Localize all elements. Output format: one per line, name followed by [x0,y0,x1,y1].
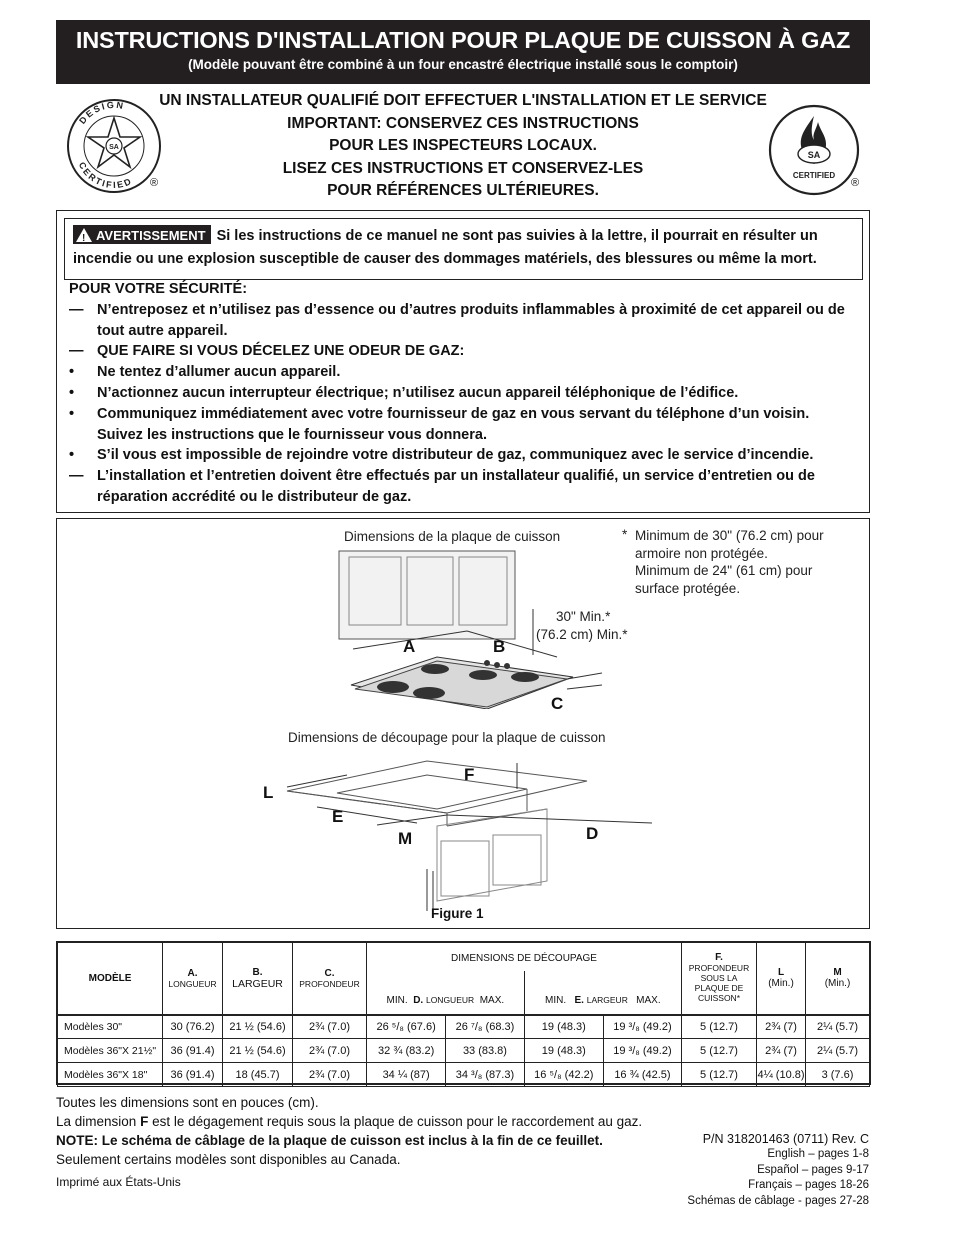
page-title: INSTRUCTIONS D'INSTALLATION POUR PLAQUE DE CUISSON À GAZ [75,27,851,53]
col-model-header: MODÈLE [58,943,163,1015]
safety-item: • Communiquez immédiatement avec votre fournisseur de gaz en vous servant du téléphone d’un voisin. Suivez les instructions que le fournisseur vous donnera. [69,405,810,443]
col-b-header: B. LARGEUR [223,943,293,1015]
warning-text: Si les instructions de ce manuel ne sont pas suivies à la lettre, il pourrait en résulter un incendie ou une explosion susceptible de causer des dommages matériels, des blessures ou même la mort. [73,228,818,267]
clearance-note: Minimum de 30" (76.2 cm) pour armoire non protégée. Minimum de 24" (61 cm) pour surface protégée. [635,528,824,596]
safety-section [69,279,859,508]
dim-letter-m: M [398,829,413,848]
col-c-header: C. PROFONDEUR [293,943,367,1015]
warning-banner [64,218,863,280]
footer-printed: Imprimé aux États-Unis [56,1175,181,1189]
safety-item: — L’installation et l’entretien doivent être effectués par un installateur qualifié, un service d’entretien ou de réparation accrédité ou le distributeur de gaz. [69,468,815,505]
page-index: English – pages 1-8 Español – pages 9-17 Français – pages 18-26 Schémas de câblage - pages 27-28 [687,1148,869,1207]
dim-letter-l: L [263,783,274,802]
dimensions-table [57,942,870,1087]
header-line: LISEZ CES INSTRUCTIONS ET CONSERVEZ-LES [282,159,644,177]
warning-badge: !AVERTISSEMENT [73,225,211,244]
col-l-header: L (Min.) [757,943,806,1015]
min-clearance-label-cm: (76.2 cm) Min.* [536,627,628,642]
certified-flame-seal [768,104,862,196]
col-d-header: MIN. D. LONGUEUR MAX. [367,971,525,1015]
dim-letter-c: C [551,694,564,713]
dim-letter-d: D [586,824,599,843]
header-line: UN INSTALLATEUR QUALIFIÉ DOIT EFFECTUER L'INSTALLATION ET LE SERVICE [159,92,767,109]
left-registered-mark: ® [150,177,159,189]
safety-item: • N’actionnez aucun interrupteur électrique; n’utilisez aucun appareil téléphonique de l’édifice. [69,384,739,401]
cutout-dimensions-title: Dimensions de découpage pour la plaque de cuisson [288,730,606,745]
right-registered-mark: ® [851,177,860,189]
cutout-illustration [257,751,667,911]
footer-canada: Seulement certains modèles sont disponibles au Canada. [56,1152,401,1167]
warning-triangle-icon [76,228,92,242]
table-row: Modèles 36"X 18" 36 (91.4) 18 (45.7) 2¾ (7.0) 34 ¼ (87) 34 ³/₈ (87.3) 16 ⁵/₈ (42.2) 16 ¾ (42.5) 5 (12.7) 4¼ (10.8) 3 (7.6) [58,1063,870,1087]
dim-letter-a: A [403,637,416,656]
col-f-header: F. PROFONDEUR SOUS LA PLAQUE DE CUISSON* [682,943,757,1015]
min-clearance-label: 30" Min.* [556,609,611,624]
warning-box [56,210,870,513]
header-line: POUR LES INSPECTEURS LOCAUX. [329,137,597,154]
cooktop-dimensions-title: Dimensions de la plaque de cuisson [344,529,561,544]
safety-heading: POUR VOTRE SÉCURITÉ: [69,281,248,297]
right-seal-label: CERTIFIED [792,171,836,180]
part-number: P/N 318201463 (0711) Rev. C [702,1132,869,1146]
footer-dimension-f: La dimension F est le dégagement requis sous la plaque de cuisson pour le raccordement au gaz. [56,1114,643,1129]
svg-text:SA: SA [807,150,821,160]
title-bar [56,20,870,84]
footer-wiring-note: NOTE: Le schéma de câblage de la plaque de cuisson est inclus à la fin de ce feuillet. [56,1133,603,1148]
note-star: * [622,527,628,542]
cutout-header: DIMENSIONS DE DÉCOUPAGE [367,943,682,971]
col-a-header: A. LONGUEUR [163,943,223,1015]
header-line: POUR RÉFÉRENCES ULTÉRIEURES. [327,182,599,199]
table-row: Modèles 36"X 21½" 36 (91.4) 21 ½ (54.6) 2¾ (7.0) 32 ¾ (83.2) 33 (83.8) 19 (48.3) 19 ³/₈ (49.2) 5 (12.7) 2¾ (7) 2¼ (5.7) [58,1039,870,1063]
figure-caption: Figure 1 [431,906,484,921]
safety-item: — QUE FAIRE SI VOUS DÉCELEZ UNE ODEUR DE GAZ: [69,343,465,360]
col-e-header: MIN. E. LARGEUR MAX. [524,971,681,1015]
safety-item: • Ne tentez d’allumer aucun appareil. [69,364,341,381]
svg-text:DESIGN: DESIGN [77,99,126,126]
header-line: IMPORTANT: CONSERVEZ CES INSTRUCTIONS [287,114,639,132]
page-subtitle: (Modèle pouvant être combiné à un four encastré électrique installé sous le comptoir) [188,57,738,72]
dim-letter-f: F [464,765,475,784]
header-instructions [150,90,776,203]
safety-item: • S’il vous est impossible de rejoindre votre distributeur de gaz, communiquez avec le service d’incendie. [69,447,814,464]
dim-letter-b: B [493,637,506,656]
svg-text:CERTIFIED: CERTIFIED [76,160,135,191]
cooktop-illustration [337,549,607,709]
figure-box [56,518,870,929]
footer-units: Toutes les dimensions sont en pouces (cm). [56,1095,319,1110]
svg-text:SA: SA [109,144,119,151]
table-row: Modèles 30" 30 (76.2) 21 ½ (54.6) 2¾ (7.0) 26 ⁵/₈ (67.6) 26 ⁷/₈ (68.3) 19 (48.3) 19 ³/₈ (49.2) 5 (12.7) 2¾ (7) 2¼ (5.7) [58,1015,870,1039]
col-m-header: M (Min.) [806,943,870,1015]
dim-letter-e: E [332,807,344,826]
safety-item: — N’entreposez et n’utilisez pas d’essence ou d’autres produits inflammables à proximité de cet appareil ou de tout autre appareil. [69,301,845,339]
